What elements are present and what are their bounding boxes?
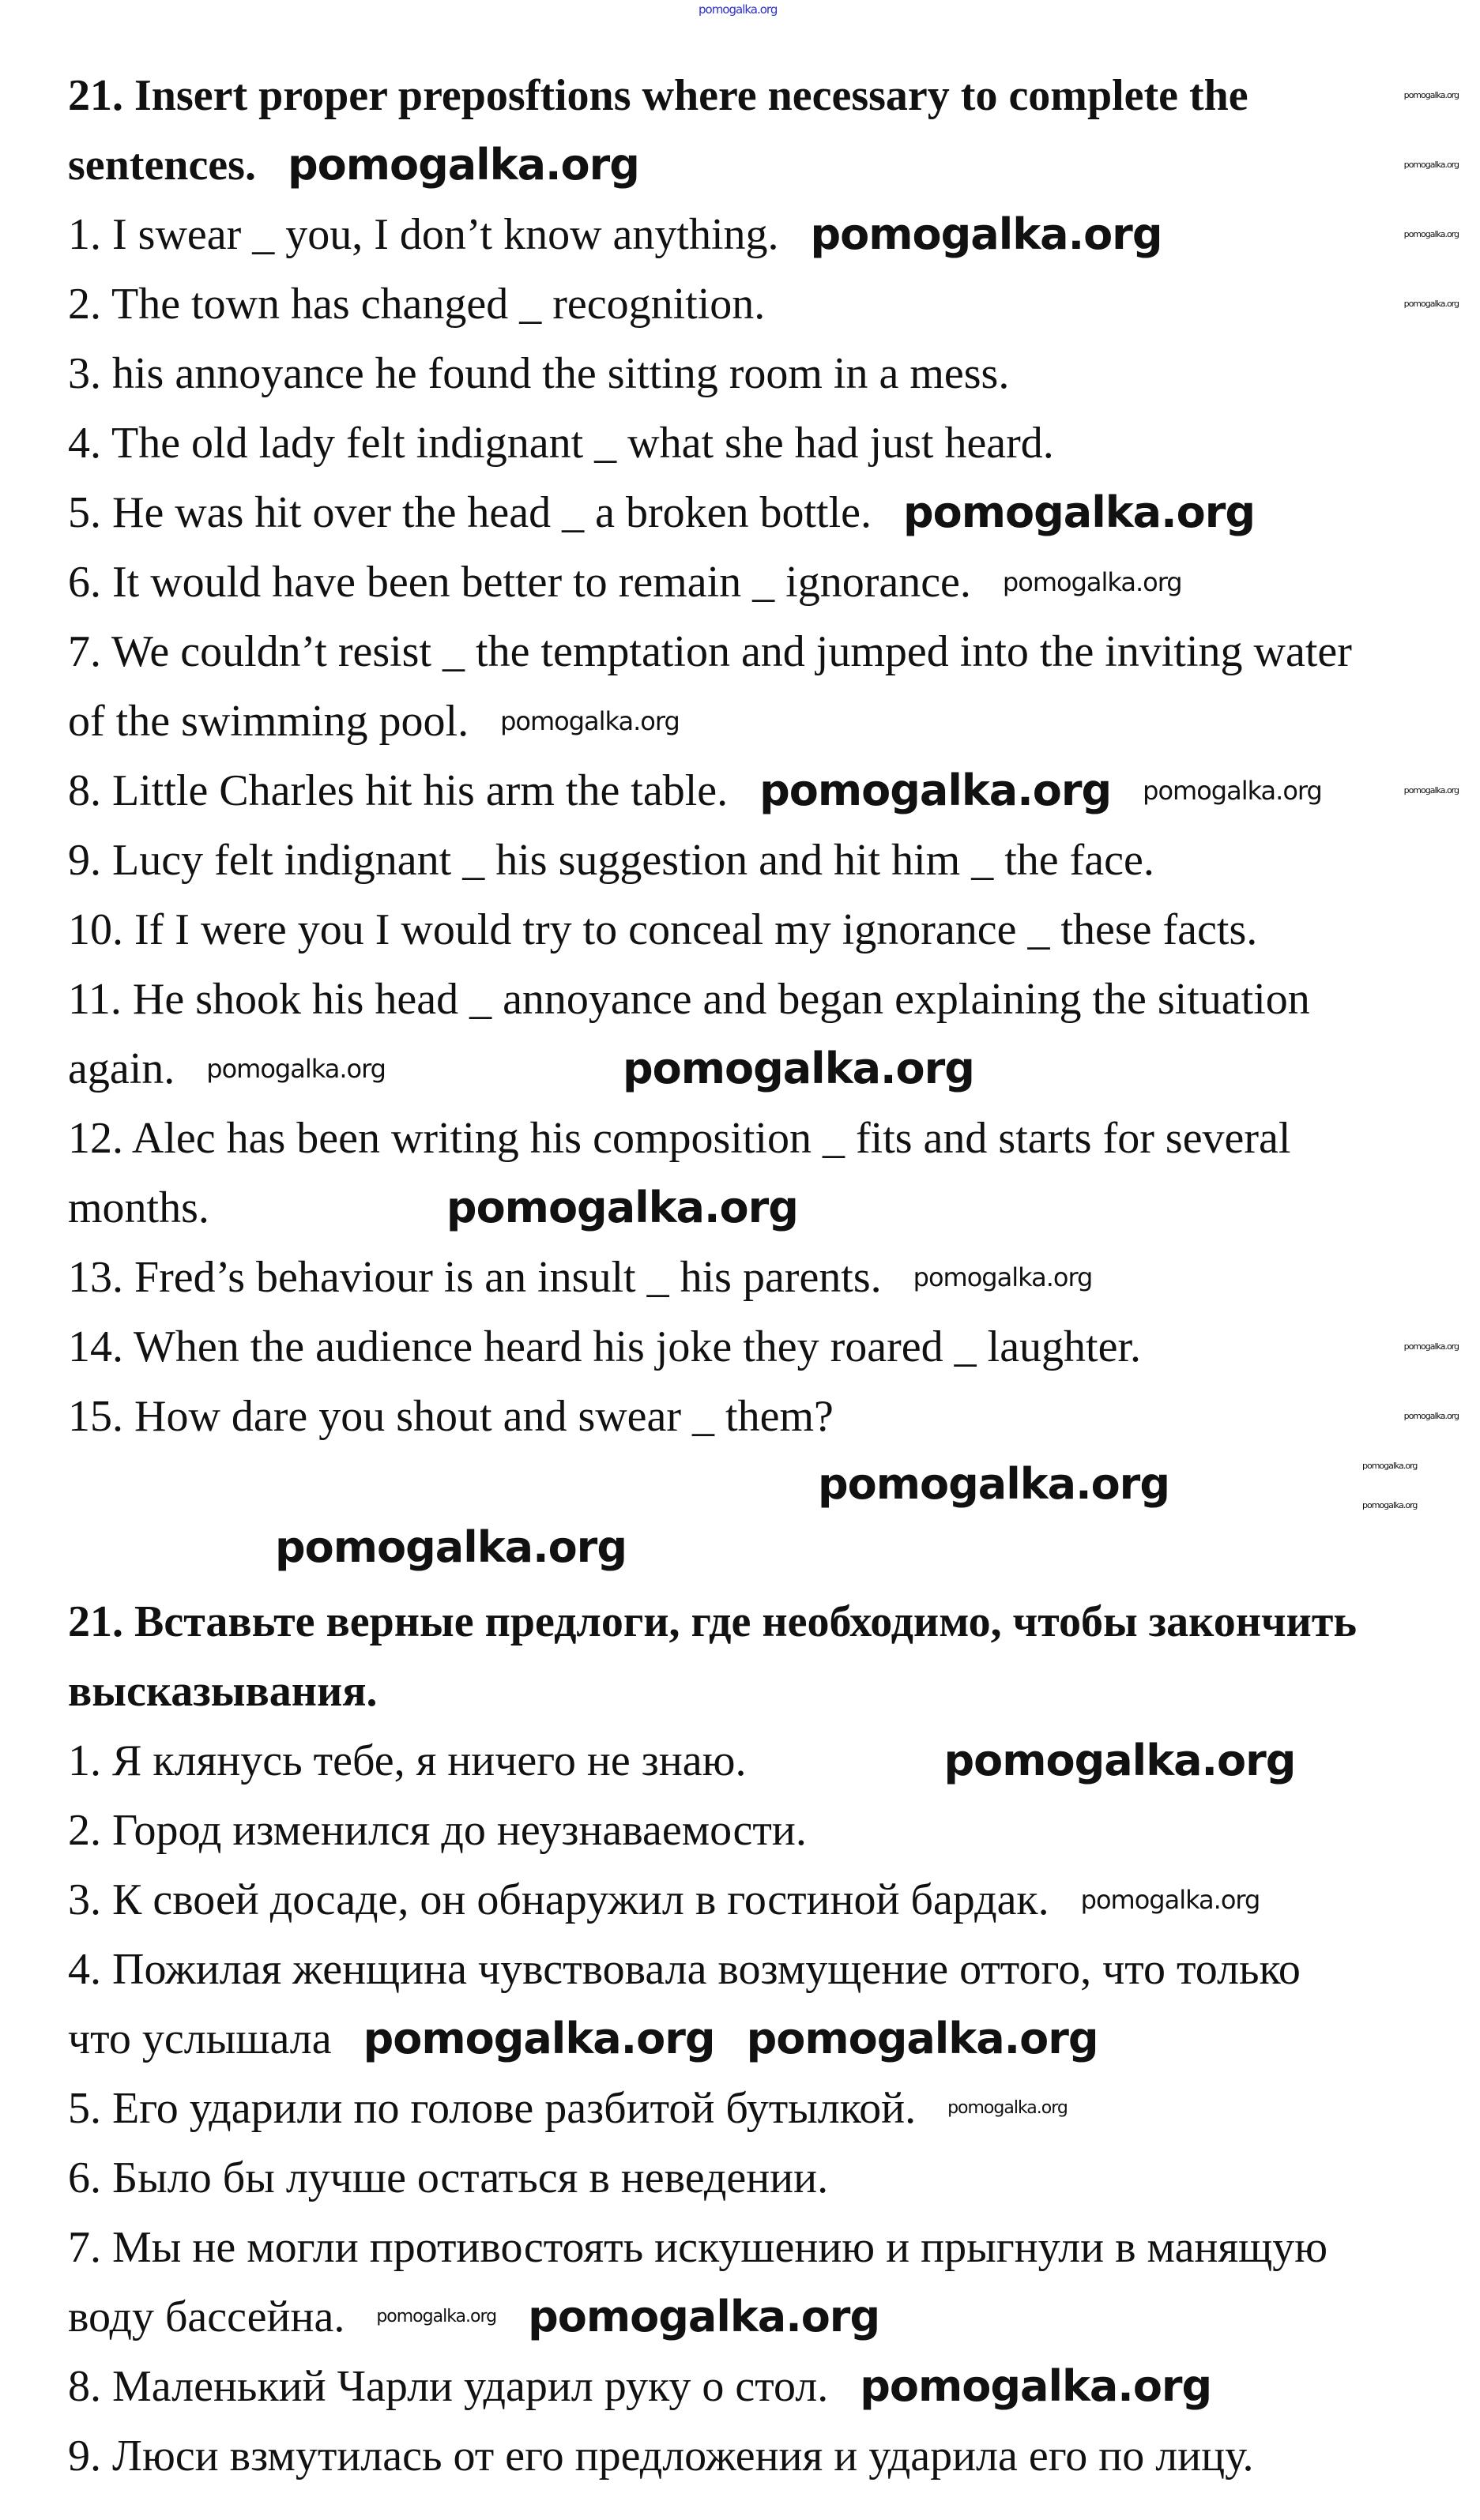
exercise-title-line: [68, 61, 1474, 130]
sentence-line: [68, 478, 1474, 547]
sentence: of the swimming pool.: [68, 697, 469, 746]
sentence-line: [68, 2004, 1474, 2074]
sentence: 9. Люси взмутилась от его предложения и ударила его по лицу.: [68, 2432, 1254, 2481]
exercise-title-line: [68, 130, 1474, 200]
watermark: pomogalka.org: [699, 2, 778, 17]
sentence-line: [68, 1382, 1474, 1451]
sentence-line: [68, 826, 1474, 895]
watermark: pomogalka.org: [947, 2098, 1068, 2119]
sentence: 6. It would have been better to remain _ ignorance.: [68, 558, 971, 607]
sentence-line: [68, 408, 1474, 478]
sentence: again.: [68, 1044, 175, 1093]
watermark: pomogalka.org: [363, 2013, 715, 2063]
sentence: 8. Little Charles hit his arm the table.: [68, 766, 729, 815]
sentence: months.: [68, 1183, 209, 1232]
watermark: pomogalka.org: [376, 2307, 497, 2327]
sentence-line: [68, 1726, 1474, 1796]
watermark: pomogalka.org: [622, 1043, 974, 1093]
watermark: pomogalka.org: [759, 765, 1112, 815]
sentence: 1. I swear _ you, I don’t know anything.: [68, 210, 779, 259]
sentence-line: [68, 895, 1474, 965]
sentence: 2. Город изменился до неузнаваемости.: [68, 1806, 807, 1855]
watermark: pomogalka.org: [746, 2013, 1098, 2063]
sentence-line: [68, 1865, 1474, 1935]
sentence: 6. Было бы лучше остаться в неведении.: [68, 2153, 829, 2202]
english-exercise: [68, 61, 1474, 1451]
watermark: pomogalka.org: [1403, 784, 1459, 795]
exercise-title: 21. Insert proper preposftions where necessary to complete the: [68, 71, 1248, 120]
sentence: 4. Пожилая женщина чувствовала возмущение оттого, что только: [68, 1945, 1301, 1994]
sentence-line: [68, 1796, 1474, 1865]
watermark: pomogalka.org: [818, 1459, 1169, 1509]
sentence-line: [68, 2282, 1474, 2352]
sentence-line: [68, 2213, 1474, 2282]
watermark: pomogalka.org: [1403, 228, 1459, 239]
sentence-line: [68, 2421, 1474, 2491]
sentence-line: [68, 2074, 1474, 2143]
watermark: pomogalka.org: [500, 705, 680, 736]
watermark: pomogalka.org: [206, 1053, 386, 1084]
watermark: pomogalka.org: [287, 139, 639, 190]
watermark: pomogalka.org: [1403, 159, 1459, 170]
translation-title: 21. Вставьте верные предлоги, где необходимо, чтобы закончить: [68, 1597, 1357, 1646]
sentence-line: [68, 1935, 1474, 2004]
watermark: pomogalka.org: [1002, 566, 1182, 597]
sentence: 3. К своей досаде, он обнаружил в гостиной бардак.: [68, 1875, 1049, 1924]
sentence-line: [68, 686, 1474, 756]
document: [68, 61, 1474, 2491]
sentence-line: [68, 200, 1474, 269]
watermark: pomogalka.org: [1403, 1410, 1459, 1421]
watermark: pomogalka.org: [275, 1522, 627, 1572]
sentence-line: [68, 1104, 1474, 1173]
sentence-line: [68, 617, 1474, 686]
sentence-line: [68, 547, 1474, 617]
sentence: 10. If I were you I would try to conceal my ignorance _ these facts.: [68, 905, 1258, 954]
sentence: 8. Маленький Чарли ударил руку о стол.: [68, 2362, 829, 2411]
sentence-line: [68, 339, 1474, 408]
sentence: 13. Fred’s behaviour is an insult _ his parents.: [68, 1253, 882, 1302]
watermark: pomogalka.org: [1362, 1500, 1418, 1510]
sentence-line: [68, 2352, 1474, 2421]
watermark: pomogalka.org: [913, 1262, 1093, 1292]
sentence: 14. When the audience heard his joke they roared _ laughter.: [68, 1322, 1142, 1371]
watermark: pomogalka.org: [1362, 1461, 1418, 1471]
sentence: 7. Мы не могли противостоять искушению и прыгнули в манящую: [68, 2223, 1328, 2272]
sentence-line: [68, 269, 1474, 339]
sentence-line: [68, 756, 1474, 826]
sentence: воду бассейна.: [68, 2292, 345, 2341]
watermark: pomogalka.org: [943, 1735, 1296, 1785]
watermark: pomogalka.org: [810, 209, 1162, 259]
watermark: pomogalka.org: [1143, 775, 1322, 806]
watermark: pomogalka.org: [1403, 298, 1459, 309]
sentence-line: [68, 2143, 1474, 2213]
sentence: 5. He was hit over the head _ a broken bottle.: [68, 488, 872, 537]
sentence-line: [68, 1034, 1474, 1104]
sentence-line: [68, 1312, 1474, 1382]
sentence: 12. Alec has been writing his composition _ fits and starts for several: [68, 1114, 1291, 1163]
sentence: 3. his annoyance he found the sitting room in a mess.: [68, 349, 1010, 398]
watermark: pomogalka.org: [446, 1182, 798, 1232]
watermark: pomogalka.org: [1080, 1884, 1260, 1915]
watermark: pomogalka.org: [860, 2360, 1212, 2411]
translation-title-line: [68, 1657, 1474, 1726]
sentence: 5. Его ударили по голове разбитой бутылкой.: [68, 2084, 917, 2133]
watermark: pomogalka.org: [528, 2291, 880, 2341]
russian-translation: [68, 1587, 1474, 2491]
translation-title-line: [68, 1587, 1474, 1657]
sentence: 11. He shook his head _ annoyance and began explaining the situation: [68, 975, 1310, 1024]
sentence: 15. How dare you shout and swear _ them?: [68, 1392, 834, 1441]
sentence-line: [68, 1173, 1474, 1243]
watermark: pomogalka.org: [1403, 89, 1459, 100]
sentence: 2. The town has changed _ recognition.: [68, 280, 766, 329]
sentence: что услышала: [68, 2014, 332, 2063]
sentence-line: [68, 965, 1474, 1034]
exercise-title: sentences.: [68, 141, 256, 190]
translation-title: высказывания.: [68, 1667, 378, 1716]
sentence: 9. Lucy felt indignant _ his suggestion and hit him _ the face.: [68, 836, 1154, 885]
watermark: pomogalka.org: [903, 487, 1256, 537]
watermark: pomogalka.org: [1403, 1341, 1459, 1352]
sentence-line: [68, 1243, 1474, 1312]
sentence: 7. We couldn’t resist _ the temptation and jumped into the inviting water: [68, 627, 1352, 676]
sentence: 1. Я клянусь тебе, я ничего не знаю.: [68, 1736, 747, 1785]
sentence: 4. The old lady felt indignant _ what she had just heard.: [68, 419, 1054, 468]
